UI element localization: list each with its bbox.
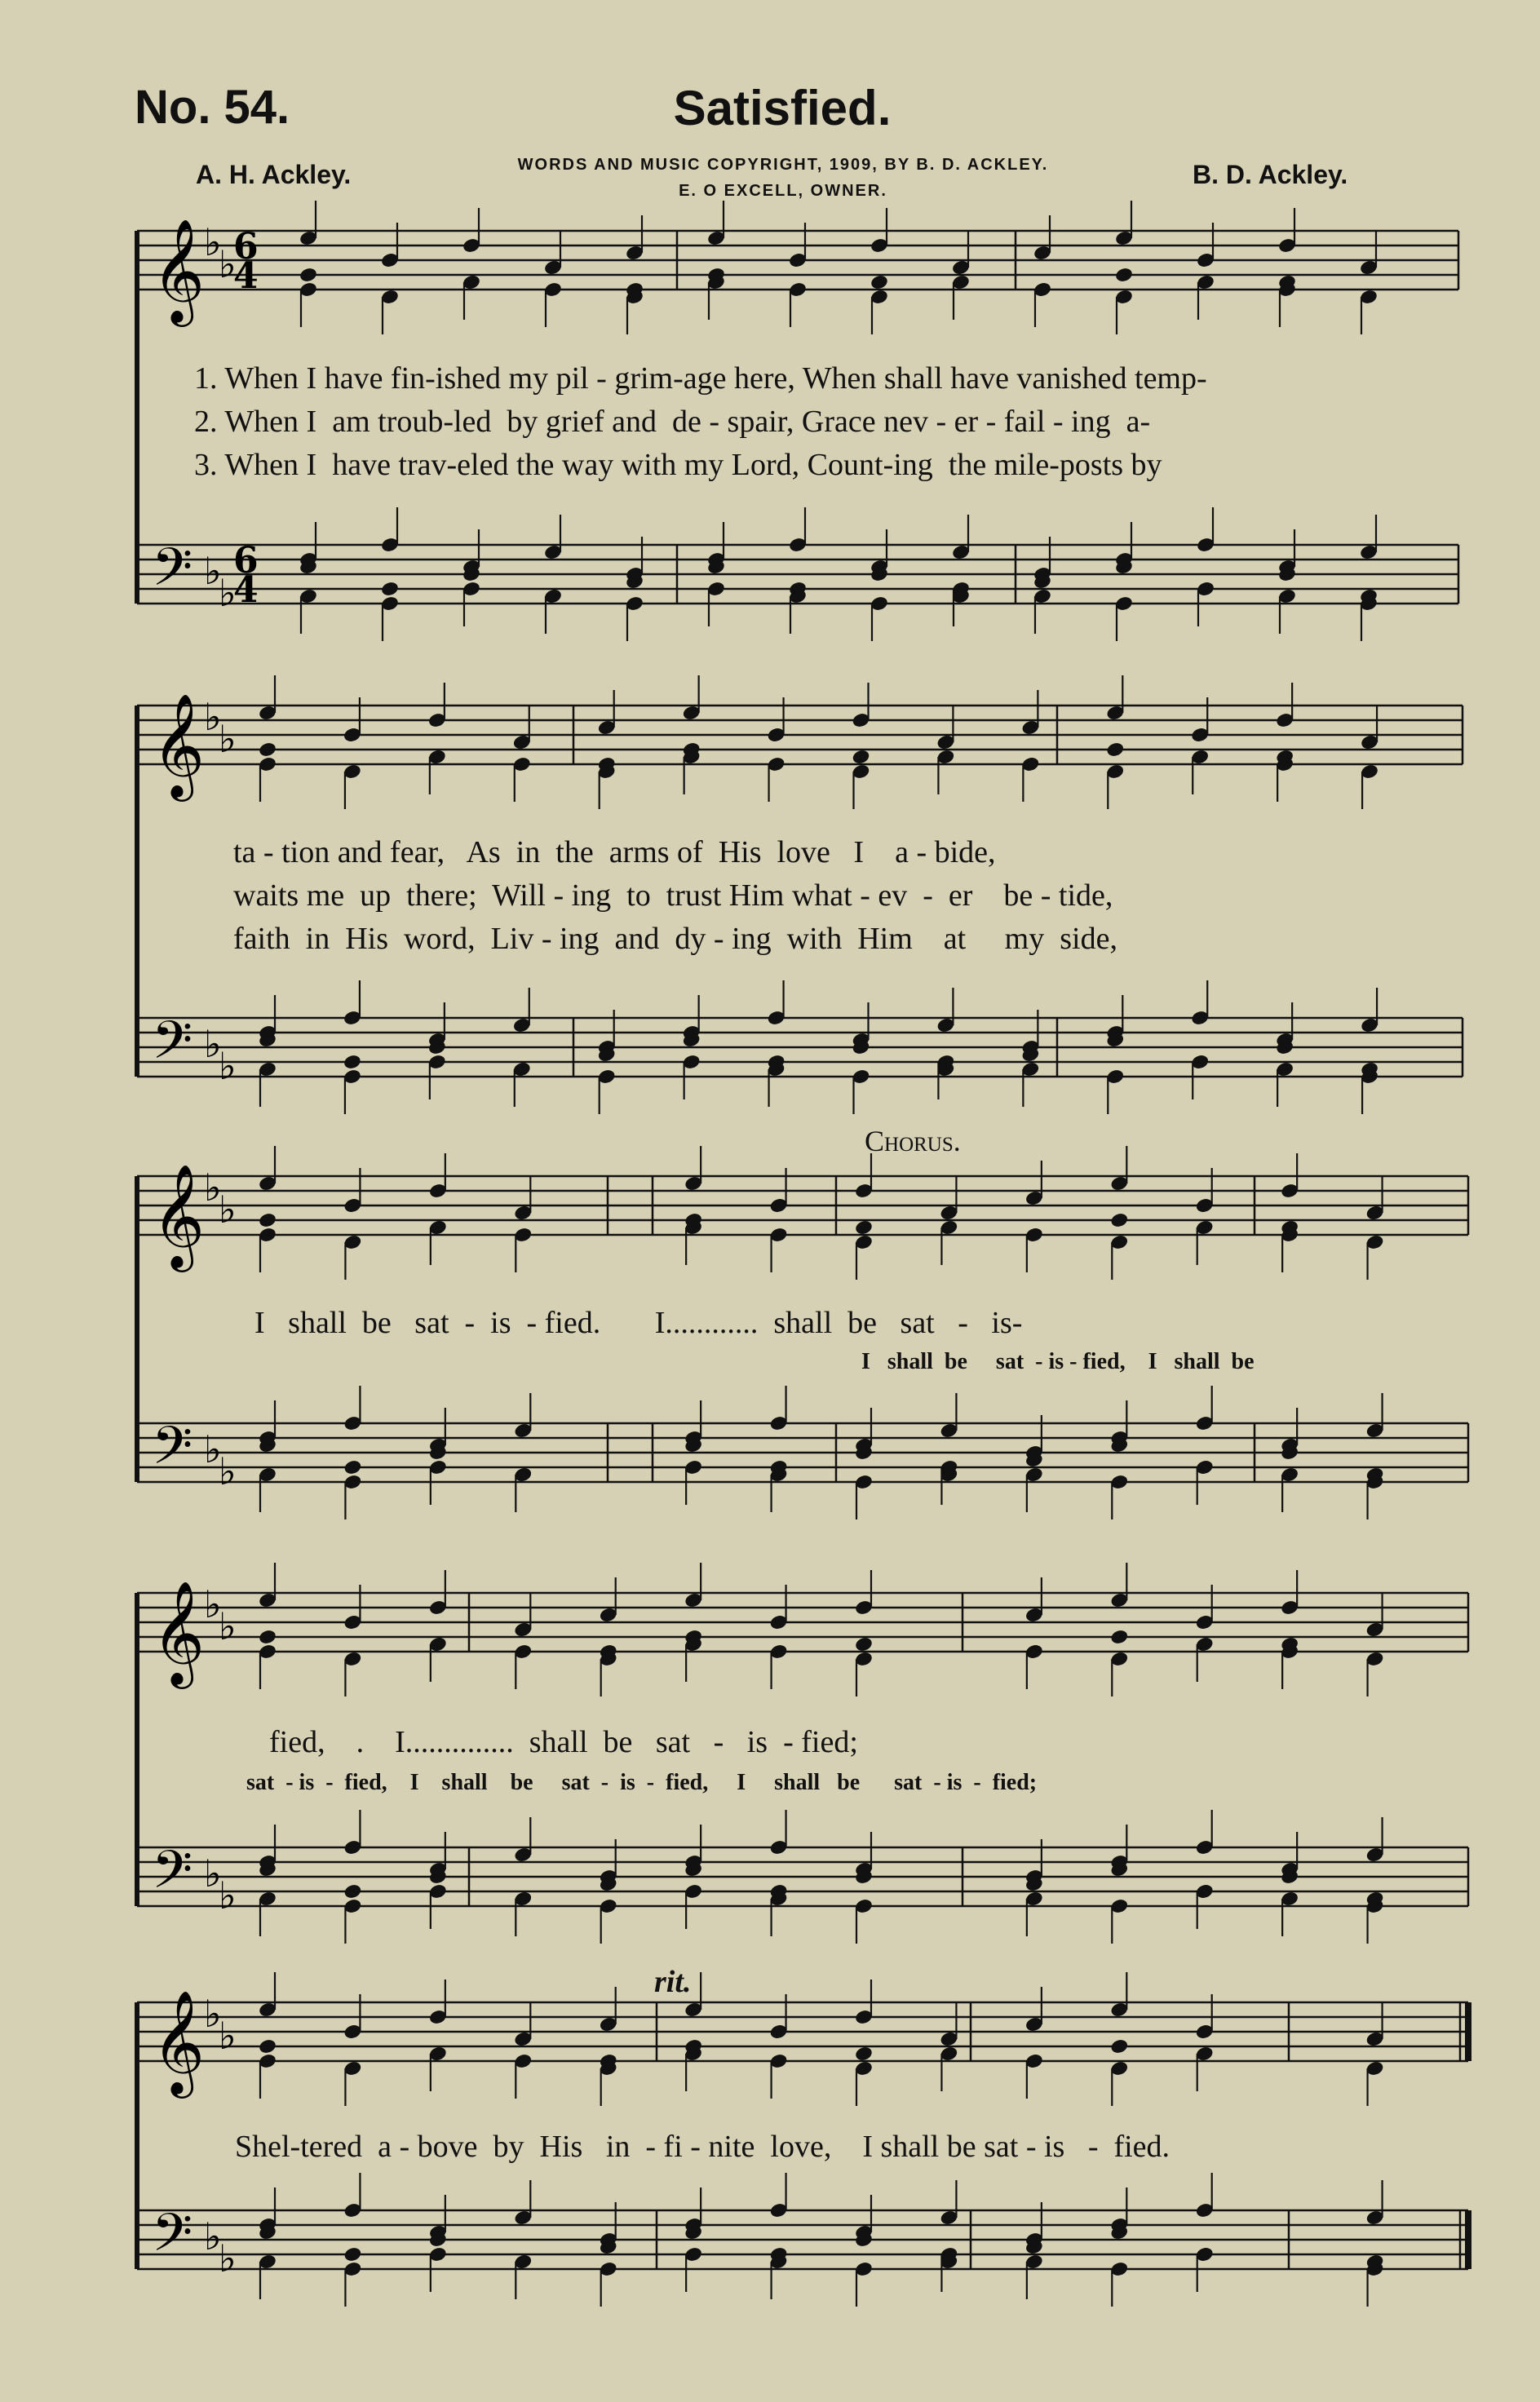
notehead [854, 1219, 874, 1236]
flat-icon: ♭ [204, 220, 222, 264]
notehead [258, 1212, 277, 1229]
notehead [1109, 1212, 1129, 1229]
flat-icon: ♭ [219, 2014, 237, 2058]
flat-icon: ♭ [219, 1873, 237, 1918]
treble-clef-icon: 𝄞 [152, 218, 206, 322]
chorus-lyric-line-3: Shel-tered a - bove by His in - fi - nite love, I shall be sat - is - fied. [235, 2130, 1170, 2164]
flat-icon: ♭ [204, 549, 222, 593]
verse-2-line-2: waits me up there; Will - ing to trust Him what - ev - er be - tide, [233, 878, 1113, 913]
chorus-lyric-line-1: I shall be sat - is - fied. I............ shall be sat - is- [254, 1306, 1023, 1340]
chorus-lyric-line-2: fied, . I.............. shall be sat - is - fied; [269, 1725, 858, 1759]
flat-icon: ♭ [204, 2214, 222, 2258]
time-signature-bottom: 4 [233, 255, 259, 297]
flat-icon: ♭ [219, 717, 237, 761]
notehead [1105, 741, 1125, 759]
flat-icon: ♭ [219, 571, 237, 615]
lyricist-credit: A. H. Ackley. [196, 160, 352, 189]
flat-icon: ♭ [219, 1604, 237, 1648]
time-signature-top: 6 [233, 226, 259, 268]
notehead [1109, 2038, 1129, 2055]
treble-clef-icon: 𝄞 [152, 692, 206, 797]
flat-icon: ♭ [204, 1022, 222, 1066]
verse-1-line-2: ta - tion and fear, As in the arms of His love I a - bide, [233, 835, 996, 869]
notehead [380, 581, 400, 598]
bass-clef-icon: 𝄢 [152, 537, 193, 611]
flat-icon: ♭ [204, 1851, 222, 1896]
flat-icon: ♭ [219, 242, 237, 286]
flat-icon: ♭ [219, 1449, 237, 1493]
copyright-line-1: WORDS AND MUSIC COPYRIGHT, 1909, BY B. D. ACKLEY. [517, 156, 1049, 174]
composer-credit: B. D. Ackley. [1193, 160, 1348, 189]
notehead [870, 274, 889, 291]
chorus-label: Chorus. [865, 1125, 961, 1157]
notehead [299, 267, 318, 284]
flat-icon: ♭ [204, 1992, 222, 2036]
notehead [343, 1459, 362, 1476]
final-barline [1465, 2210, 1471, 2269]
notehead [258, 741, 277, 759]
verse-2-line-1: 2. When I am troub-led by grief and de - spair, Grace nev - er - fail - ing a- [194, 405, 1151, 439]
flat-icon: ♭ [204, 1166, 222, 1210]
notehead [854, 1636, 874, 1653]
copyright-line-2: E. O EXCELL, OWNER. [679, 182, 887, 200]
bass-clef-icon: 𝄢 [152, 1011, 193, 1084]
chorus-echo-line-2: sat - is - fied, I shall be sat - is - fied, I shall be sat - is - fied; [246, 1770, 1038, 1795]
bass-clef-icon: 𝄢 [152, 2203, 193, 2276]
notehead [1109, 1629, 1129, 1646]
flat-icon: ♭ [219, 1044, 237, 1088]
chorus-echo-line-1: I shall be sat - is - fied, I shall be [861, 1349, 1255, 1374]
hymn-number: No. 54. [135, 81, 290, 134]
ritardando-mark: rit. [654, 1965, 692, 1999]
verse-3-line-1: 3. When I have trav-eled the way with my Lord, Count-ing the mile-posts by [194, 448, 1162, 482]
final-barline [1465, 2002, 1471, 2061]
treble-clef-icon: 𝄞 [152, 1163, 206, 1267]
verse-1-line-1: 1. When I have fin-ished my pil - grim-age here, When shall have vanished temp- [194, 361, 1207, 396]
time-signature-bottom: 4 [233, 569, 259, 611]
notehead [343, 2246, 362, 2263]
flat-icon: ♭ [204, 1427, 222, 1471]
notehead [852, 749, 871, 766]
bass-clef-icon: 𝄢 [152, 1840, 193, 1913]
verse-3-line-2: faith in His word, Liv - ing and dy - ing with Him at my side, [233, 922, 1117, 956]
flat-icon: ♭ [204, 1582, 222, 1626]
treble-clef-icon: 𝄞 [152, 1580, 206, 1684]
flat-icon: ♭ [204, 695, 222, 739]
hymn-title: Satisfied. [673, 81, 892, 135]
notehead [343, 1054, 362, 1071]
flat-icon: ♭ [219, 1188, 237, 1232]
time-signature-top: 6 [233, 540, 259, 582]
flat-icon: ♭ [219, 2236, 237, 2280]
notehead [343, 1883, 362, 1900]
notehead [854, 2046, 874, 2063]
notehead [1114, 267, 1134, 284]
notehead [258, 2038, 277, 2055]
bass-clef-icon: 𝄢 [152, 1416, 193, 1489]
treble-clef-icon: 𝄞 [152, 1989, 206, 2094]
notehead [258, 1629, 277, 1646]
